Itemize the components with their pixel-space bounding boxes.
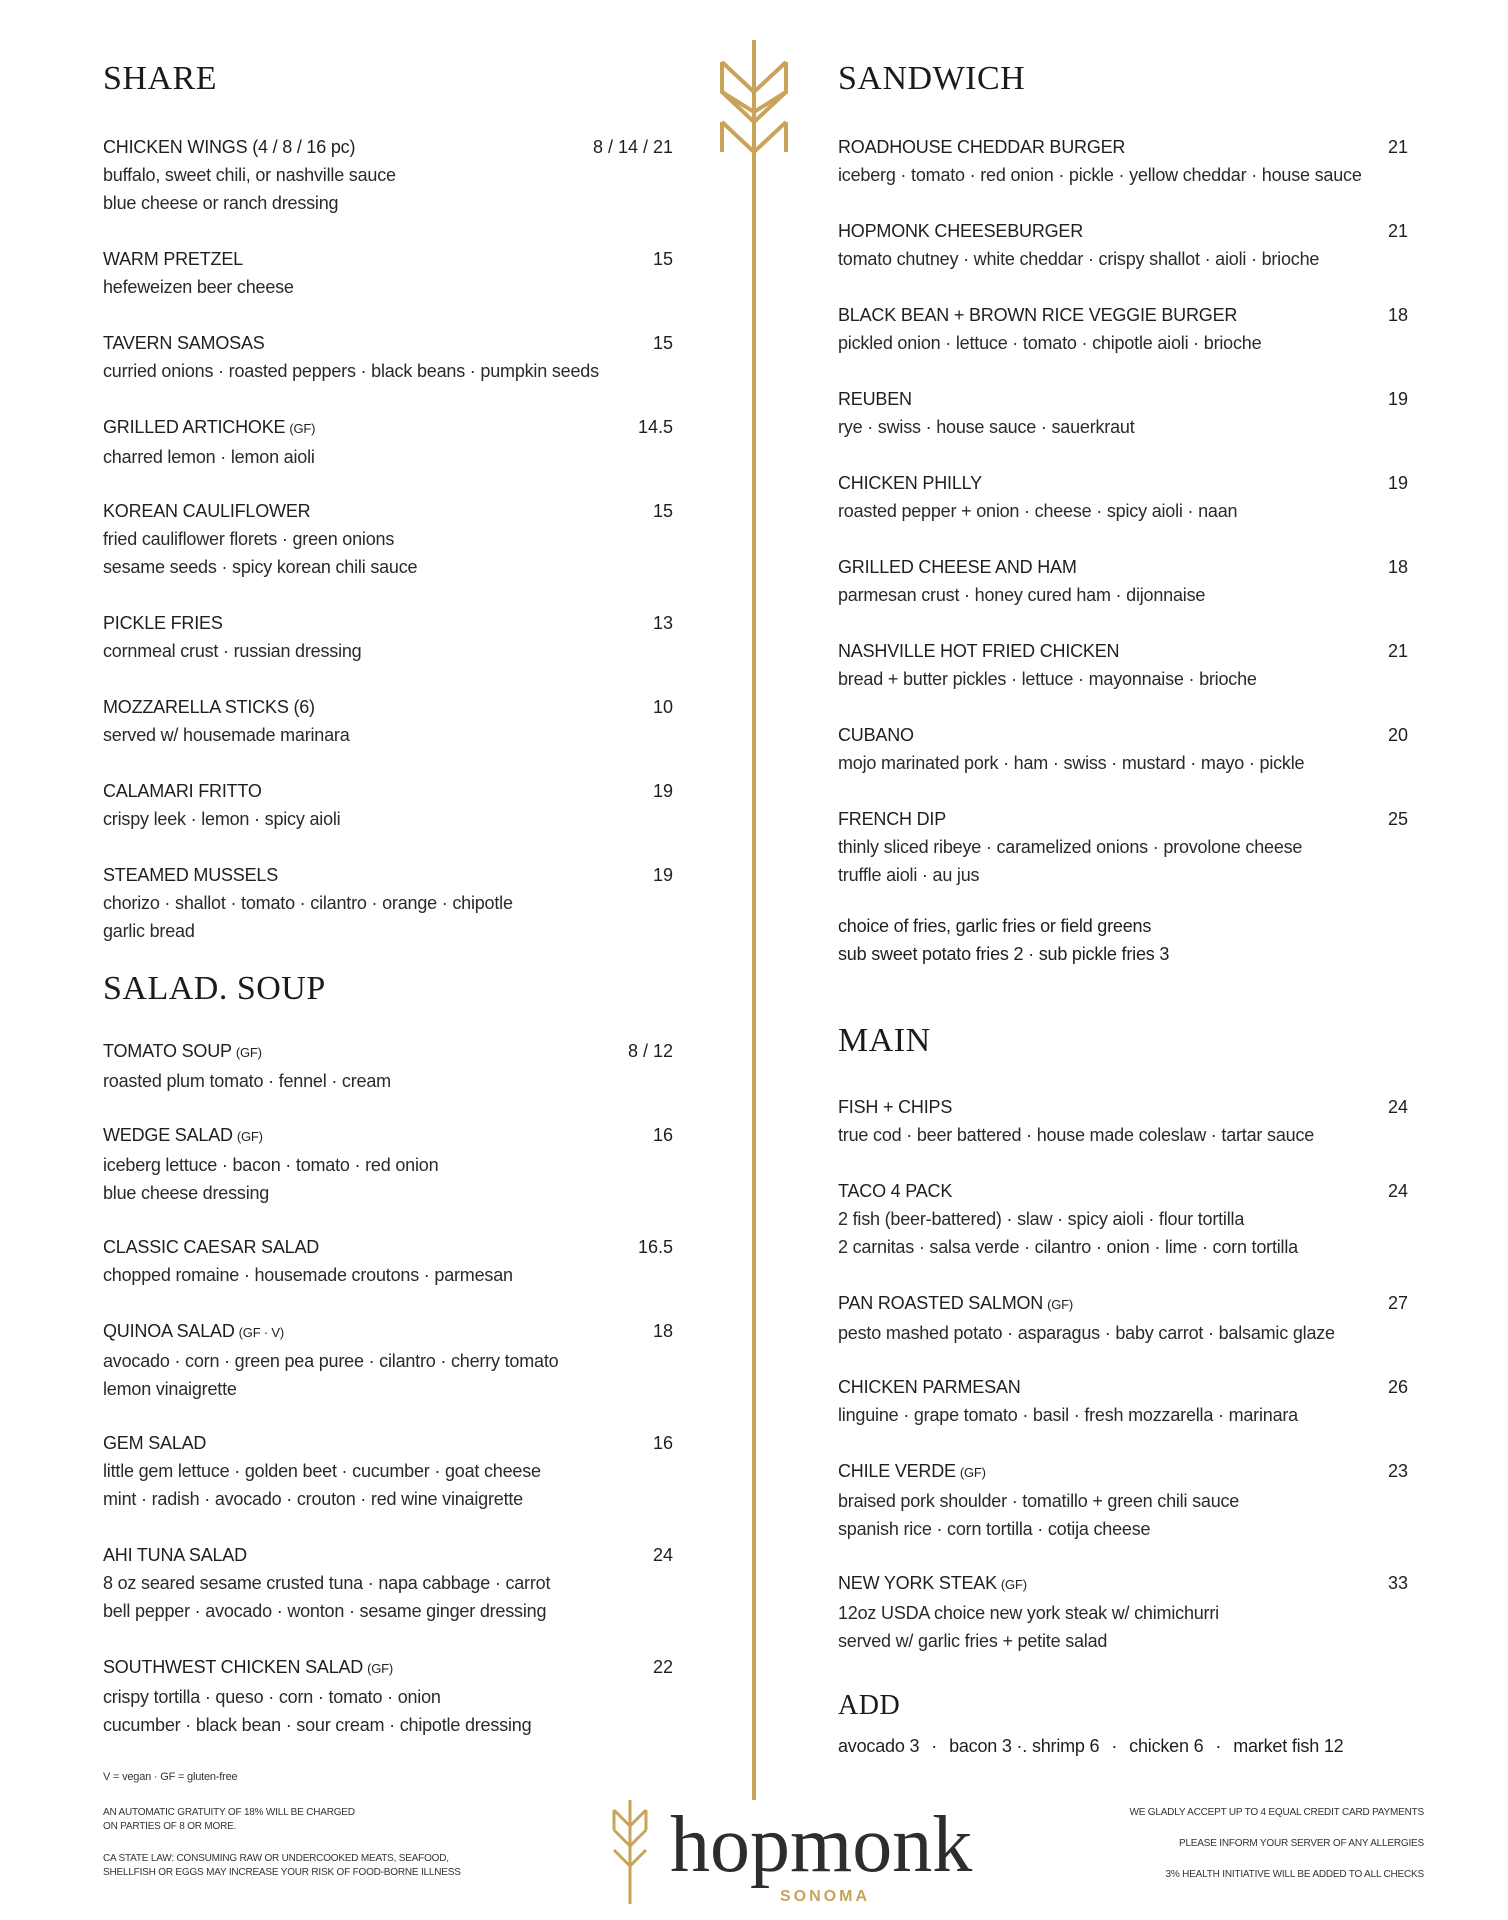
menu-item-description: iceberg · tomato · red onion · pickle · yellow cheddar · house sauce <box>838 165 1362 185</box>
menu-item-name: WEDGE SALAD <box>103 1125 233 1145</box>
menu-item-name: TOMATO SOUP <box>103 1041 232 1061</box>
menu-item-name: CHICKEN PHILLY <box>838 473 982 493</box>
section-title-add: ADD <box>838 1690 901 1721</box>
menu-item-name: NEW YORK STEAK <box>838 1573 997 1593</box>
menu-item-description: 8 oz seared sesame crusted tuna · napa cabbage · carrot bell pepper · avocado · wonton · sesame ginger dressing <box>103 1573 551 1621</box>
menu-item-diet-tag: (GF) <box>367 1661 394 1676</box>
section-title-share: SHARE <box>103 60 217 97</box>
menu-item-description: crispy leek · lemon · spicy aioli <box>103 809 341 829</box>
menu-item-price: 25 <box>1387 809 1408 829</box>
menu-item-name-line <box>103 1429 673 1457</box>
menu-item-name: FRENCH DIP <box>838 809 947 829</box>
card-payment-note: WE GLADLY ACCEPT UP TO 4 EQUAL CREDIT CARD PAYMENTS <box>1129 1807 1424 1818</box>
menu-item-description: rye · swiss · house sauce · sauerkraut <box>838 417 1135 437</box>
menu-item-name-line <box>103 329 673 357</box>
menu-item-name: CHICKEN WINGS (4 / 8 / 16 pc) <box>103 137 356 157</box>
menu-item <box>838 1457 1408 1543</box>
menu-item <box>103 609 673 665</box>
menu-item <box>838 133 1408 189</box>
menu-item-diet-tag: (GF) <box>1000 1577 1027 1592</box>
menu-item <box>838 385 1408 441</box>
add-on-item: chicken 6 <box>1129 1736 1204 1756</box>
menu-item-description: thinly sliced ribeye · caramelized onions · provolone cheese truffle aioli · au jus <box>838 837 1303 885</box>
menu-item-name: NASHVILLE HOT FRIED CHICKEN <box>838 641 1120 661</box>
menu-item <box>838 1177 1408 1261</box>
wheat-icon <box>718 40 790 172</box>
menu-item-price: 15 <box>652 501 673 521</box>
wheat-divider-stem <box>752 100 756 1800</box>
menu-item-name: QUINOA SALAD <box>103 1321 235 1341</box>
menu-item-price: 10 <box>652 697 673 717</box>
menu-item-name: KOREAN CAULIFLOWER <box>103 501 311 521</box>
menu-item <box>103 1317 673 1403</box>
menu-item <box>103 693 673 749</box>
menu-item-diet-tag: (GF) <box>1047 1297 1074 1312</box>
menu-item-price: 19 <box>652 865 673 885</box>
menu-item <box>838 805 1408 889</box>
menu-item-name: CALAMARI FRITTO <box>103 781 262 801</box>
menu-item-name: MOZZARELLA STICKS (6) <box>103 697 315 717</box>
menu-item <box>103 133 673 217</box>
menu-item <box>103 1429 673 1513</box>
menu-item-price: 27 <box>1387 1293 1408 1313</box>
menu-item-description: 12oz USDA choice new york steak w/ chimichurri served w/ garlic fries + petite salad <box>838 1603 1219 1651</box>
menu-item-name: TAVERN SAMOSAS <box>103 333 265 353</box>
menu-item-name-line <box>838 1289 1408 1319</box>
menu-item-description: iceberg lettuce · bacon · tomato · red onion blue cheese dressing <box>103 1155 439 1203</box>
menu-item-name-line <box>838 1373 1408 1401</box>
menu-item <box>103 777 673 833</box>
menu-item <box>838 1093 1408 1149</box>
menu-item-description: 2 fish (beer-battered) · slaw · spicy aioli · flour tortilla 2 carnitas · salsa verde · cilantro · onion · lime · corn tortilla <box>838 1209 1298 1257</box>
menu-item <box>103 861 673 945</box>
menu-item-price: 18 <box>1387 557 1408 577</box>
menu-item <box>103 1121 673 1207</box>
menu-item-description: roasted plum tomato · fennel · cream <box>103 1071 391 1091</box>
menu-item-price: 16 <box>652 1433 673 1453</box>
allergy-note: PLEASE INFORM YOUR SERVER OF ANY ALLERGIES <box>1178 1838 1424 1849</box>
menu-item-name-line <box>838 637 1408 665</box>
menu-item-price: 19 <box>1387 473 1408 493</box>
menu-item-description: mojo marinated pork · ham · swiss · mustard · mayo · pickle <box>838 753 1305 773</box>
menu-item <box>103 413 673 471</box>
menu-item-description: hefeweizen beer cheese <box>103 277 294 297</box>
menu-item-name: AHI TUNA SALAD <box>103 1545 247 1565</box>
section-title-salad-soup: SALAD. SOUP <box>103 970 326 1007</box>
menu-item-description: linguine · grape tomato · basil · fresh mozzarella · marinara <box>838 1405 1298 1425</box>
menu-item-description: parmesan crust · honey cured ham · dijonnaise <box>838 585 1206 605</box>
menu-item-description: buffalo, sweet chili, or nashville sauce blue cheese or ranch dressing <box>103 165 396 213</box>
menu-item-name: FISH + CHIPS <box>838 1097 953 1117</box>
menu-item-price: 16 <box>652 1125 673 1145</box>
menu-item <box>838 1373 1408 1429</box>
menu-item-name: CUBANO <box>838 725 914 745</box>
health-warning: CA STATE LAW: CONSUMING RAW OR UNDERCOOKED MEATS, SEAFOOD, SHELLFISH OR EGGS MAY INCREASE YOUR RISK OF FOOD-BORNE ILLNESS <box>103 1853 461 1878</box>
menu-item-name-line <box>103 777 673 805</box>
menu-item-name: BLACK BEAN + BROWN RICE VEGGIE BURGER <box>838 305 1238 325</box>
menu-item <box>838 1289 1408 1347</box>
menu-item-name-line <box>838 553 1408 581</box>
menu-item-name-line <box>838 301 1408 329</box>
menu-item-name: TACO 4 PACK <box>838 1181 953 1201</box>
menu-item <box>103 329 673 385</box>
menu-item-name-line <box>103 609 673 637</box>
menu-item-name: CLASSIC CAESAR SALAD <box>103 1237 320 1257</box>
menu-item-price: 8 / 14 / 21 <box>592 137 673 157</box>
menu-item-name: REUBEN <box>838 389 912 409</box>
menu-item-price: 24 <box>1387 1097 1408 1117</box>
menu-item-price: 13 <box>652 613 673 633</box>
hopmonk-logo <box>610 1800 973 1910</box>
menu-item <box>103 1541 673 1625</box>
menu-item-diet-tag: (GF) <box>235 1045 262 1060</box>
section-title-main: MAIN <box>838 1022 931 1059</box>
menu-item-price: 21 <box>1387 641 1408 661</box>
menu-item <box>103 1653 673 1739</box>
menu-item-name-line <box>103 693 673 721</box>
menu-item <box>838 301 1408 357</box>
menu-item-name: GRILLED ARTICHOKE <box>103 417 286 437</box>
add-on-item: market fish 12 <box>1233 1736 1344 1756</box>
section-title-sandwich: SANDWICH <box>838 60 1026 97</box>
menu-item-description: true cod · beer battered · house made coleslaw · tartar sauce <box>838 1125 1315 1145</box>
logo-location: SONOMA <box>780 1888 870 1905</box>
sides-note: choice of fries, garlic fries or field greens sub sweet potato fries 2 · sub pickle fries 3 <box>838 916 1170 964</box>
health-initiative-note: 3% HEALTH INITIATIVE WILL BE ADDED TO ALL CHECKS <box>1165 1869 1424 1880</box>
menu-item-name: ROADHOUSE CHEDDAR BURGER <box>838 137 1126 157</box>
menu-item <box>838 553 1408 609</box>
menu-item-name-line <box>103 1233 673 1261</box>
menu-item-name-line <box>103 413 673 443</box>
menu-item-description: chorizo · shallot · tomato · cilantro · orange · chipotle garlic bread <box>103 893 513 941</box>
menu-item-price: 15 <box>652 333 673 353</box>
menu-item-name: STEAMED MUSSELS <box>103 865 279 885</box>
menu-item-price: 26 <box>1387 1377 1408 1397</box>
menu-item-description: chopped romaine · housemade croutons · parmesan <box>103 1265 513 1285</box>
menu-item <box>838 721 1408 777</box>
menu-item-name-line <box>103 1317 673 1347</box>
menu-item-description: tomato chutney · white cheddar · crispy shallot · aioli · brioche <box>838 249 1320 269</box>
menu-item-name-line <box>103 497 673 525</box>
menu-item-price: 19 <box>652 781 673 801</box>
menu-item-price: 18 <box>652 1321 673 1341</box>
menu-item-name-line <box>103 861 673 889</box>
menu-item <box>838 637 1408 693</box>
menu-item-price: 23 <box>1387 1461 1408 1481</box>
menu-item <box>103 245 673 301</box>
menu-item-description: crispy tortilla · queso · corn · tomato · onion cucumber · black bean · sour cream · chipotle dressing <box>103 1687 532 1735</box>
menu-item-diet-tag: (GF) <box>236 1129 263 1144</box>
menu-item-description: fried cauliflower florets · green onions sesame seeds · spicy korean chili sauce <box>103 529 418 577</box>
menu-item-name-line <box>103 1121 673 1151</box>
add-on-item: avocado 3 <box>838 1736 920 1756</box>
menu-item <box>103 1037 673 1095</box>
menu-item-price: 24 <box>1387 1181 1408 1201</box>
add-on-item: bacon 3 ·. <box>949 1736 1028 1756</box>
menu-item-name-line <box>103 1653 673 1683</box>
add-on-item: shrimp 6 <box>1031 1736 1100 1756</box>
menu-item-name: WARM PRETZEL <box>103 249 243 269</box>
menu-item-price: 21 <box>1387 221 1408 241</box>
menu-item-description: charred lemon · lemon aioli <box>103 447 315 467</box>
menu-item-price: 18 <box>1387 305 1408 325</box>
menu-item-description: pickled onion · lettuce · tomato · chipotle aioli · brioche <box>838 333 1262 353</box>
menu-item-name-line <box>838 133 1408 161</box>
menu-item-name-line <box>838 217 1408 245</box>
menu-item-price: 22 <box>652 1657 673 1677</box>
menu-item-price: 20 <box>1387 725 1408 745</box>
menu-item <box>103 1233 673 1289</box>
menu-item-description: braised pork shoulder · tomatillo + green chili sauce spanish rice · corn tortilla · cotija cheese <box>838 1491 1240 1539</box>
menu-item-name: GRILLED CHEESE AND HAM <box>838 557 1077 577</box>
menu-item-name-line <box>103 1541 673 1569</box>
menu-item-name-line <box>838 1093 1408 1121</box>
menu-item-name: PICKLE FRIES <box>103 613 223 633</box>
menu-item-description: bread + butter pickles · lettuce · mayonnaise · brioche <box>838 669 1257 689</box>
logo-wheat-icon <box>610 1800 650 1904</box>
menu-item-price: 19 <box>1387 389 1408 409</box>
menu-item-description: avocado · corn · green pea puree · cilantro · cherry tomato lemon vinaigrette <box>103 1351 559 1399</box>
gratuity-note: AN AUTOMATIC GRATUITY OF 18% WILL BE CHARGED ON PARTIES OF 8 OR MORE. <box>103 1807 355 1832</box>
menu-item-name-line <box>838 805 1408 833</box>
menu-item-price: 14.5 <box>637 417 673 437</box>
menu-item-name-line <box>838 721 1408 749</box>
menu-item-price: 15 <box>652 249 673 269</box>
menu-item <box>838 217 1408 273</box>
menu-item-name: CHILE VERDE <box>838 1461 956 1481</box>
menu-item-price: 16.5 <box>637 1237 673 1257</box>
menu-item <box>103 497 673 581</box>
menu-item-name-line <box>103 245 673 273</box>
menu-item-description: cornmeal crust · russian dressing <box>103 641 362 661</box>
menu-item-name: CHICKEN PARMESAN <box>838 1377 1021 1397</box>
menu-item <box>838 1569 1408 1655</box>
menu-item-description: little gem lettuce · golden beet · cucumber · goat cheese mint · radish · avocado · crouton · red wine vinaigrette <box>103 1461 541 1509</box>
menu-item-description: served w/ housemade marinara <box>103 725 350 745</box>
menu-item-name: HOPMONK CHEESEBURGER <box>838 221 1084 241</box>
menu-item-description: roasted pepper + onion · cheese · spicy aioli · naan <box>838 501 1238 521</box>
menu-item-name-line <box>838 1177 1408 1205</box>
menu-item-name-line <box>838 385 1408 413</box>
menu-item-name-line <box>838 1569 1408 1599</box>
menu-item-description: curried onions · roasted peppers · black beans · pumpkin seeds <box>103 361 599 381</box>
menu-item-price: 24 <box>652 1545 673 1565</box>
menu-item-name-line <box>103 1037 673 1067</box>
menu-item-name: GEM SALAD <box>103 1433 207 1453</box>
menu-item-price: 8 / 12 <box>627 1041 673 1061</box>
add-ons-line: avocado 3 · bacon 3 ·. shrimp 6 · chicken 6 · market fish 12 <box>838 1736 1344 1756</box>
menu-item-diet-tag: (GF · V) <box>238 1325 284 1340</box>
menu-item-name-line <box>103 133 673 161</box>
menu-item-name-line <box>838 1457 1408 1487</box>
menu-item-name: SOUTHWEST CHICKEN SALAD <box>103 1657 364 1677</box>
menu-item-name: PAN ROASTED SALMON <box>838 1293 1044 1313</box>
menu-item-diet-tag: (GF) <box>959 1465 986 1480</box>
menu-item-price: 33 <box>1387 1573 1408 1593</box>
menu-item-price: 21 <box>1387 137 1408 157</box>
dietary-legend: V = vegan · GF = gluten-free <box>103 1771 238 1783</box>
menu-item <box>838 469 1408 525</box>
menu-item-name-line <box>838 469 1408 497</box>
menu-item-diet-tag: (GF) <box>289 421 316 436</box>
logo-wordmark: hopmonk <box>670 1801 973 1889</box>
menu-item-description: pesto mashed potato · asparagus · baby carrot · balsamic glaze <box>838 1323 1335 1343</box>
